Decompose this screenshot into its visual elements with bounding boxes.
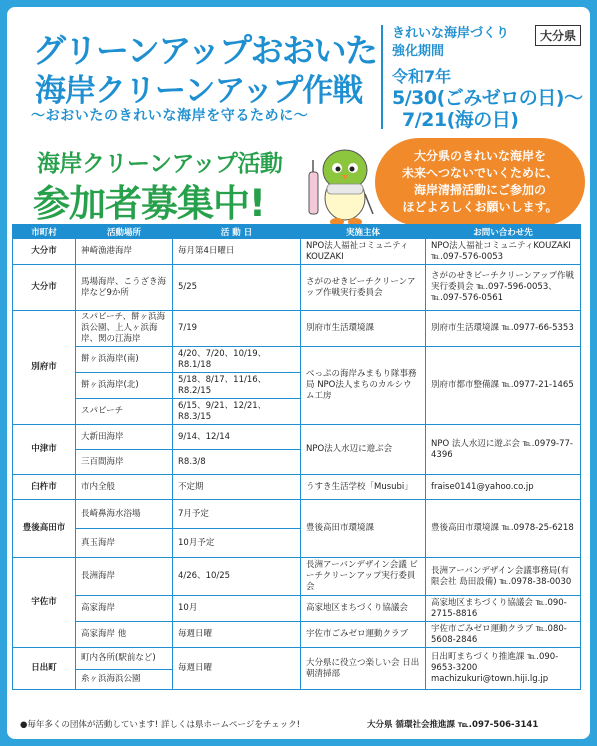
header-date: 活 動 日 [173, 225, 301, 239]
table-row [13, 596, 581, 622]
organizer-cell: さがのせきビーチクリーンアップ作戦実行委員会 [301, 265, 426, 311]
municipality-cell: 宇佐市 [13, 558, 76, 648]
table-row [13, 347, 581, 373]
header-municipality: 市町村 [13, 225, 76, 239]
events-table [12, 224, 581, 690]
header-place: 活動場所 [76, 225, 173, 239]
place-cell: 町内各所(駅前など) [76, 648, 173, 670]
date-cell: 10月予定 [173, 529, 301, 558]
contact-cell: 長洲アーバンデザイン会議事務局(有限会社 島田設備) ℡.0978-38-0030 [426, 558, 581, 596]
message-bubble [375, 138, 585, 226]
table-row [13, 622, 581, 648]
municipality-cell: 大分市 [13, 265, 76, 311]
recruit-headline: 参加者募集中! [33, 182, 265, 225]
place-cell: スパビーチ、餅ヶ浜海浜公園、上人ヶ浜海岸、関の江海岸 [76, 311, 173, 347]
municipality-cell: 日出町 [13, 648, 76, 690]
contact-cell: 別府市都市整備課 ℡.0977-21-1465 [426, 347, 581, 425]
date-cell: 10月 [173, 596, 301, 622]
date-cell: 4/20、7/20、10/19、R8.1/18 [173, 347, 301, 373]
subtitle: 〜おおいたのきれいな海岸を守るために〜 [31, 108, 309, 124]
municipality-cell: 大分市 [13, 239, 76, 265]
period-label [392, 25, 509, 61]
table-row [13, 425, 581, 450]
date-cell: 5/18、8/17、11/16、R8.2/15 [173, 373, 301, 399]
table-row [13, 475, 581, 500]
date-cell: 毎週日曜 [173, 622, 301, 648]
date-cell: 毎週日曜 [173, 648, 301, 690]
contact-cell: 宇佐市ごみゼロ運動クラブ ℡.080-5608-2846 [426, 622, 581, 648]
date-cell: 7/19 [173, 311, 301, 347]
table-row [13, 648, 581, 670]
date-cell: 6/15、9/21、12/21、R8.3/15 [173, 399, 301, 425]
bubble-line4: ほどよろしくお願いします。 [402, 200, 558, 214]
date-cell: 9/14、12/14 [173, 425, 301, 450]
period-end-date: 7/21(海の日) [402, 109, 519, 131]
header-organizer: 実施主体 [301, 225, 426, 239]
place-cell: 高家海岸 [76, 596, 173, 622]
table-row [13, 265, 581, 311]
place-cell: 大新田海岸 [76, 425, 173, 450]
place-cell: 長洲海岸 [76, 558, 173, 596]
activity-title: 海岸クリーンアップ活動 [37, 151, 283, 177]
contact-cell: NPO 法人水辺に遊ぶ会 ℡.0979-77-4396 [426, 425, 581, 475]
contact-cell: 豊後高田市環境課 ℡.0978-25-6218 [426, 500, 581, 558]
organizer-cell: 宇佐市ごみゼロ運動クラブ [301, 622, 426, 648]
organizer-cell: うすき生活学校「Musubi」 [301, 475, 426, 500]
footer-publisher: 大分県 循環社会推進課 ℡.097-506-3141 [367, 720, 539, 730]
municipality-cell: 豊後高田市 [13, 500, 76, 558]
municipality-cell: 中津市 [13, 425, 76, 475]
bubble-line3: 海岸清掃活動にご参加の [413, 183, 546, 197]
organizer-cell: 別府市生活環境課 [301, 311, 426, 347]
contact-cell: NPO法人福祉コミュニティKOUZAKI ℡.097-576-0053 [426, 239, 581, 265]
footer-note: ●毎年多くの団体が活動しています! 詳しくは県ホームページをチェック! [20, 720, 301, 730]
contact-cell: 別府市生活環境課 ℡.0977-66-5353 [426, 311, 581, 347]
place-cell: 馬場海岸、こうざき海岸など9か所 [76, 265, 173, 311]
bubble-line2: 未来へつないでいくために、 [401, 166, 558, 180]
place-cell: 市内全般 [76, 475, 173, 500]
municipality-cell: 別府市 [13, 311, 76, 425]
period-year: 令和7年 [392, 67, 452, 86]
organizer-cell: 豊後高田市環境課 [301, 500, 426, 558]
table-row [13, 500, 581, 529]
date-cell: 7月予定 [173, 500, 301, 529]
contact-cell: さがのせきビーチクリーンアップ作戦実行委員会 ℡.097-596-0053、℡.097-576-0561 [426, 265, 581, 311]
place-cell: 高家海岸 他 [76, 622, 173, 648]
prefecture-badge: 大分県 [535, 25, 581, 46]
period-label-line2: 強化期間 [392, 44, 445, 59]
place-cell: 餅ヶ浜海岸(南) [76, 347, 173, 373]
organizer-cell: 大分県に役立つ楽しい会 日出朝清掃部 [301, 648, 426, 690]
header-contact: お問い合わせ先 [426, 225, 581, 239]
table-row [13, 311, 581, 347]
period-label-line1: きれいな海岸づくり [392, 26, 510, 41]
organizer-cell: NPO法人水辺に遊ぶ会 [301, 425, 426, 475]
header-divider [381, 25, 383, 129]
organizer-cell: べっぷの海岸みまもり隊事務局 NPO法人まちのカルシウム工房 [301, 347, 426, 425]
bubble-line1: 大分県のきれいな海岸を [413, 149, 546, 163]
date-cell: 5/25 [173, 265, 301, 311]
table-row [13, 558, 581, 596]
date-cell: R8.3/8 [173, 450, 301, 475]
place-cell: スパビーチ [76, 399, 173, 425]
title-line1: グリーンアップおおいた [33, 31, 377, 70]
organizer-cell: 高家地区まちづくり協議会 [301, 596, 426, 622]
place-cell: 糸ヶ浜海浜公園 [76, 670, 173, 690]
date-cell: 不定期 [173, 475, 301, 500]
place-cell: 三百間海岸 [76, 450, 173, 475]
date-cell: 4/26、10/25 [173, 558, 301, 596]
mascot-bird-icon [303, 142, 381, 232]
organizer-cell: 長洲アーバンデザイン会議 ビーチクリーンアップ実行委員会 [301, 558, 426, 596]
title-line2: 海岸クリーンアップ作戦 [35, 73, 363, 109]
municipality-cell: 臼杵市 [13, 475, 76, 500]
table-row [13, 239, 581, 265]
place-cell: 神崎漁港海岸 [76, 239, 173, 265]
contact-cell: 高家地区まちづくり協議会 ℡.090-2715-8816 [426, 596, 581, 622]
place-cell: 餅ヶ浜海岸(北) [76, 373, 173, 399]
place-cell: 真玉海岸 [76, 529, 173, 558]
contact-cell: fraise0141@yahoo.co.jp [426, 475, 581, 500]
place-cell: 長崎鼻海水浴場 [76, 500, 173, 529]
table-header-row [13, 225, 581, 239]
contact-cell: 日出町まちづくり推進課 ℡.090-9653-3200 machizukuri@town.hiji.lg.jp [426, 648, 581, 690]
date-cell: 毎月第4日曜日 [173, 239, 301, 265]
period-start-date: 5/30(ごみゼロの日)〜 [392, 87, 583, 109]
organizer-cell: NPO法人福祉コミュニティKOUZAKI [301, 239, 426, 265]
